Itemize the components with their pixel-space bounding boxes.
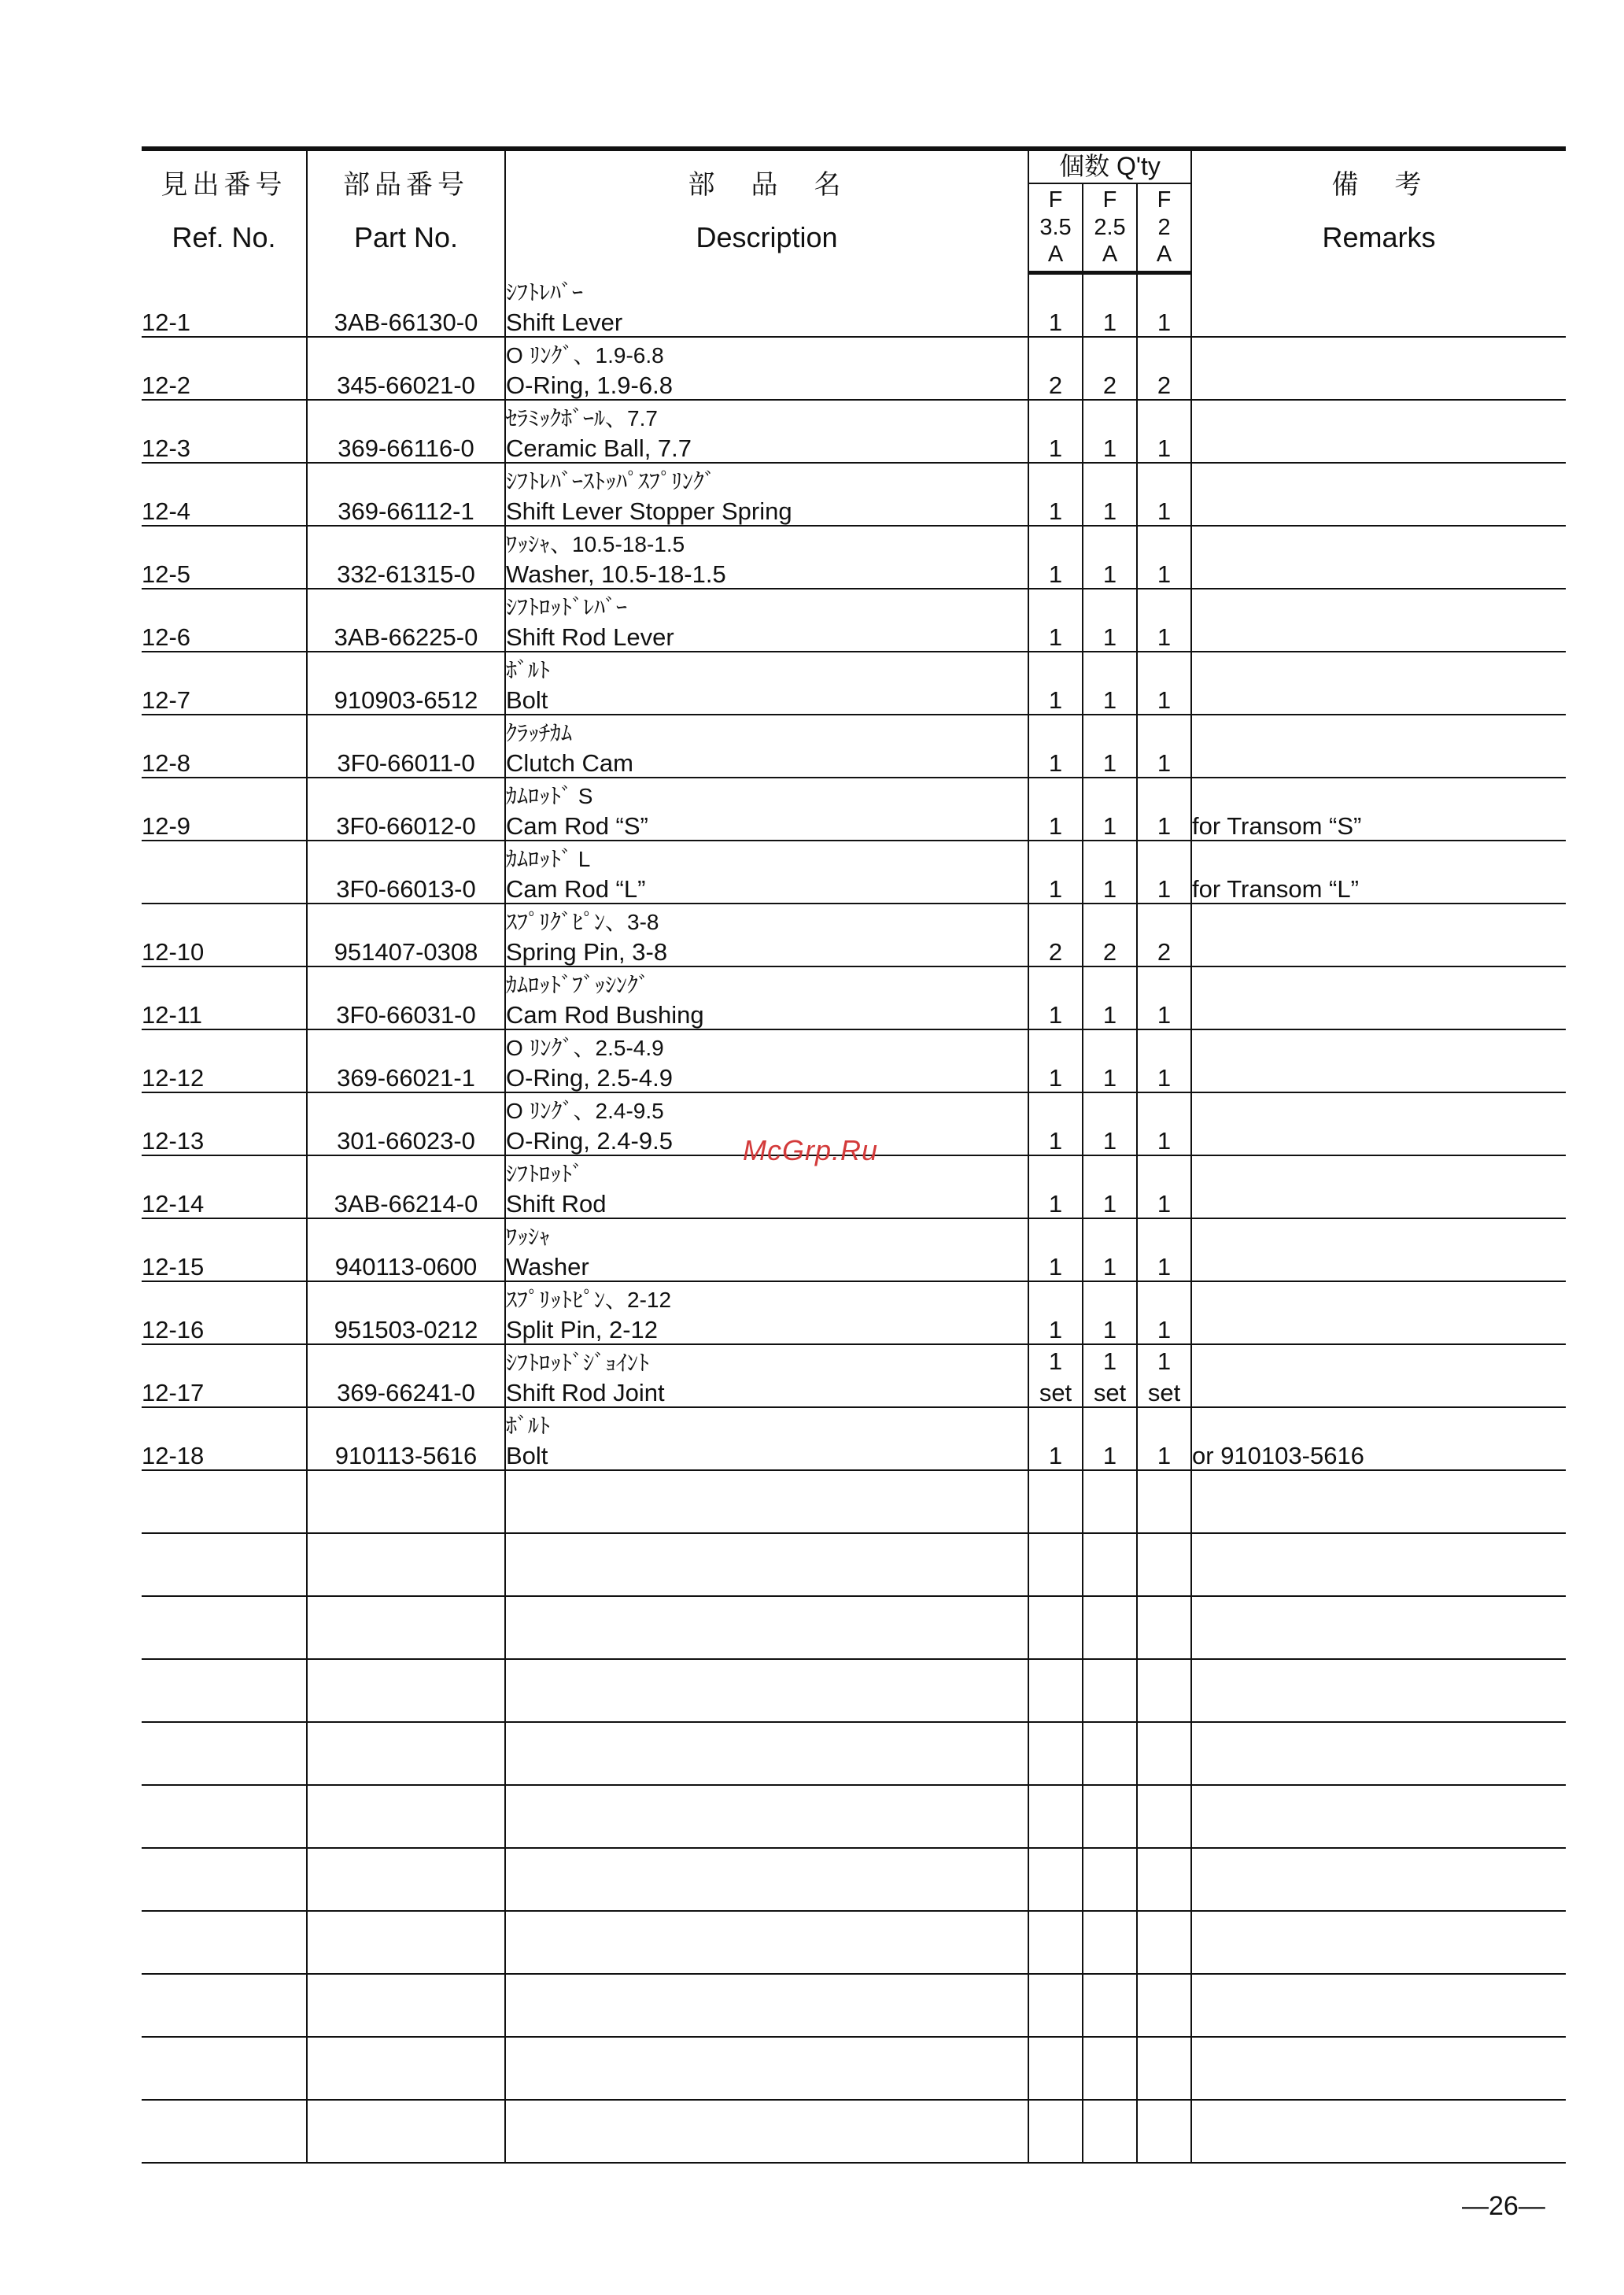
description-cell bbox=[505, 589, 1028, 652]
qty-cell: 1 bbox=[1083, 400, 1137, 463]
blank-cell bbox=[307, 1785, 505, 1848]
table-row bbox=[142, 526, 1566, 589]
blank-cell bbox=[1028, 1533, 1083, 1596]
description-en: Clutch Cam bbox=[506, 749, 633, 778]
blank-cell bbox=[1083, 1785, 1137, 1848]
description-jp: ﾎﾞﾙﾄ bbox=[506, 1414, 551, 1439]
blank-cell bbox=[1137, 2100, 1191, 2163]
ref-no-cell: 12-5 bbox=[142, 526, 307, 589]
description-cell bbox=[505, 1407, 1028, 1470]
ref-no-cell: 12-16 bbox=[142, 1281, 307, 1344]
remarks-cell bbox=[1191, 337, 1566, 400]
qty-cell: 1 bbox=[1137, 400, 1191, 463]
qty-cell: 1 bbox=[1137, 589, 1191, 652]
table-row bbox=[142, 1218, 1566, 1281]
blank-cell bbox=[1191, 1722, 1566, 1785]
qty-cell: 1 bbox=[1028, 1029, 1083, 1092]
description-en: Washer bbox=[506, 1253, 589, 1281]
qty-cell: 1 bbox=[1083, 778, 1137, 841]
remarks-cell bbox=[1191, 1155, 1566, 1218]
remarks-cell: for Transom “L” bbox=[1191, 841, 1566, 904]
description-en: Shift Rod Lever bbox=[506, 623, 674, 652]
blank-cell bbox=[1083, 1596, 1137, 1659]
page-number: ―26― bbox=[1462, 2191, 1545, 2221]
blank-cell bbox=[1191, 1533, 1566, 1596]
description-jp: ｼﾌﾄﾛｯﾄﾞｼﾞｮｲﾝﾄ bbox=[506, 1351, 650, 1376]
remarks-cell: or 910103-5616 bbox=[1191, 1407, 1566, 1470]
blank-cell bbox=[1191, 1974, 1566, 2037]
qty-cell: 1 bbox=[1028, 463, 1083, 526]
blank-cell bbox=[307, 2037, 505, 2100]
part-no-cell: 940113-0600 bbox=[307, 1218, 505, 1281]
blank-cell bbox=[1028, 1848, 1083, 1911]
blank-cell bbox=[1191, 1659, 1566, 1722]
blank-cell bbox=[1191, 1848, 1566, 1911]
qty-cell: 1 bbox=[1028, 589, 1083, 652]
description-cell bbox=[505, 715, 1028, 778]
description-jp: ﾜｯｼｬ bbox=[506, 1225, 551, 1250]
blank-cell bbox=[142, 1974, 307, 2037]
description-en: O-Ring, 1.9-6.8 bbox=[506, 371, 673, 400]
part-no-cell: 951407-0308 bbox=[307, 904, 505, 966]
blank-cell bbox=[1137, 1974, 1191, 2037]
description-jp: ｼﾌﾄﾛｯﾄﾞﾚﾊﾞｰ bbox=[506, 595, 628, 620]
ref-no-cell bbox=[142, 841, 307, 904]
description-jp: ｶﾑﾛｯﾄﾞ L bbox=[506, 847, 591, 872]
blank-cell bbox=[307, 1848, 505, 1911]
blank-cell bbox=[505, 1722, 1028, 1785]
ref-no-cell: 12-6 bbox=[142, 589, 307, 652]
blank-cell bbox=[505, 1848, 1028, 1911]
qty-cell: 1 bbox=[1028, 1407, 1083, 1470]
qty-cell: 1 bbox=[1137, 526, 1191, 589]
qty-cell: 1 bbox=[1083, 1155, 1137, 1218]
qty-cell: 1 bbox=[1028, 526, 1083, 589]
description-jp: ｼﾌﾄﾚﾊﾞｰ bbox=[506, 280, 584, 305]
blank-cell bbox=[1028, 1470, 1083, 1533]
ref-no-cell: 12-4 bbox=[142, 463, 307, 526]
description-cell bbox=[505, 337, 1028, 400]
blank-row bbox=[142, 2100, 1566, 2163]
qty-cell: 1 bbox=[1083, 715, 1137, 778]
blank-cell bbox=[1083, 1911, 1137, 1974]
table-row bbox=[142, 966, 1566, 1029]
qty-cell: 1 bbox=[1028, 400, 1083, 463]
table-row bbox=[142, 1029, 1566, 1092]
description-cell bbox=[505, 1281, 1028, 1344]
description-jp: ｾﾗﾐｯｸﾎﾞｰﾙ、7.7 bbox=[506, 406, 658, 431]
description-jp: ｶﾑﾛｯﾄﾞﾌﾞｯｼﾝｸﾞ bbox=[506, 973, 650, 998]
qty-cell: 2 bbox=[1083, 337, 1137, 400]
description-en: Cam Rod “L” bbox=[506, 875, 646, 904]
table-header bbox=[142, 149, 1566, 273]
qty-cell: 2 bbox=[1028, 904, 1083, 966]
part-no-cell: 910903-6512 bbox=[307, 652, 505, 715]
description-jp: ｸﾗｯﾁｶﾑ bbox=[506, 721, 573, 746]
ref-no-cell: 12-8 bbox=[142, 715, 307, 778]
remarks-header: 備 考 Remarks bbox=[1191, 149, 1566, 273]
description-jp: ﾜｯｼｬ、10.5-18-1.5 bbox=[506, 532, 685, 557]
blank-cell bbox=[1083, 2100, 1137, 2163]
blank-cell bbox=[1028, 2100, 1083, 2163]
ref-no-cell: 12-9 bbox=[142, 778, 307, 841]
blank-cell bbox=[1137, 1533, 1191, 1596]
blank-cell bbox=[1191, 1911, 1566, 1974]
qty-cell: 1 bbox=[1028, 715, 1083, 778]
blank-cell bbox=[1137, 1785, 1191, 1848]
ref-no-cell: 12-14 bbox=[142, 1155, 307, 1218]
qty-cell: 1 bbox=[1137, 1218, 1191, 1281]
ref-no-cell: 12-10 bbox=[142, 904, 307, 966]
description-en: Cam Rod “S” bbox=[506, 812, 648, 841]
blank-cell bbox=[142, 2100, 307, 2163]
part-no-cell: 301-66023-0 bbox=[307, 1092, 505, 1155]
description-en: O-Ring, 2.4-9.5 bbox=[506, 1127, 673, 1155]
blank-cell bbox=[1137, 1659, 1191, 1722]
qty-cell: 1 bbox=[1028, 1092, 1083, 1155]
qty-cell: 1 bbox=[1028, 1155, 1083, 1218]
table-row bbox=[142, 1407, 1566, 1470]
remarks-cell bbox=[1191, 1092, 1566, 1155]
blank-cell bbox=[142, 1785, 307, 1848]
part-no-cell: 369-66241-0 bbox=[307, 1344, 505, 1407]
qty-cell: 1 bbox=[1028, 778, 1083, 841]
remarks-cell: for Transom “S” bbox=[1191, 778, 1566, 841]
ref-no-cell: 12-3 bbox=[142, 400, 307, 463]
blank-cell bbox=[1137, 1911, 1191, 1974]
qty-cell: 1 bbox=[1028, 966, 1083, 1029]
blank-cell bbox=[307, 1911, 505, 1974]
qty-cell: 1 bbox=[1137, 463, 1191, 526]
qty-cell bbox=[1028, 1344, 1083, 1407]
qty-cell: 2 bbox=[1137, 904, 1191, 966]
description-en: O-Ring, 2.5-4.9 bbox=[506, 1064, 673, 1092]
description-cell bbox=[505, 966, 1028, 1029]
table-row bbox=[142, 904, 1566, 966]
remarks-cell bbox=[1191, 652, 1566, 715]
qty-cell: 1 bbox=[1137, 778, 1191, 841]
qty-cell: 1 bbox=[1083, 526, 1137, 589]
table-row bbox=[142, 337, 1566, 400]
blank-cell bbox=[307, 1974, 505, 2037]
blank-cell bbox=[1191, 1785, 1566, 1848]
qty-cell: 2 bbox=[1083, 904, 1137, 966]
qty-cell: 1 bbox=[1083, 1407, 1137, 1470]
remarks-cell bbox=[1191, 273, 1566, 338]
description-cell bbox=[505, 904, 1028, 966]
part-no-cell: 3AB-66130-0 bbox=[307, 273, 505, 338]
blank-cell bbox=[1083, 1722, 1137, 1785]
qty-cell: 1 bbox=[1137, 715, 1191, 778]
table-row bbox=[142, 589, 1566, 652]
qty-unit: set bbox=[1147, 1379, 1181, 1407]
blank-cell bbox=[142, 1470, 307, 1533]
qty-value: 1 bbox=[1102, 1347, 1117, 1375]
qty-cell: 1 bbox=[1137, 1092, 1191, 1155]
blank-row bbox=[142, 1659, 1566, 1722]
part-no-cell: 369-66021-1 bbox=[307, 1029, 505, 1092]
ref-no-cell: 12-7 bbox=[142, 652, 307, 715]
ref-no-cell: 12-11 bbox=[142, 966, 307, 1029]
blank-cell bbox=[307, 1596, 505, 1659]
table-row bbox=[142, 1344, 1566, 1407]
part-no-cell: 910113-5616 bbox=[307, 1407, 505, 1470]
description-cell bbox=[505, 1029, 1028, 1092]
blank-cell bbox=[307, 1470, 505, 1533]
remarks-cell bbox=[1191, 715, 1566, 778]
blank-cell bbox=[1028, 1596, 1083, 1659]
blank-cell bbox=[1083, 1533, 1137, 1596]
blank-cell bbox=[1083, 1659, 1137, 1722]
blank-cell bbox=[505, 1659, 1028, 1722]
table-row bbox=[142, 400, 1566, 463]
qty-cell: 2 bbox=[1028, 337, 1083, 400]
qty-value: 1 bbox=[1048, 1347, 1063, 1375]
qty-cell: 1 bbox=[1028, 273, 1083, 338]
blank-row bbox=[142, 1533, 1566, 1596]
blank-cell bbox=[1028, 2037, 1083, 2100]
description-en: Cam Rod Bushing bbox=[506, 1001, 704, 1029]
blank-cell bbox=[1191, 1470, 1566, 1533]
table-row bbox=[142, 1281, 1566, 1344]
description-en: Shift Rod Joint bbox=[506, 1379, 665, 1407]
description-jp: ｽﾌﾟﾘｯﾄﾋﾟﾝ、2-12 bbox=[506, 1288, 672, 1313]
table-row bbox=[142, 463, 1566, 526]
blank-row bbox=[142, 1848, 1566, 1911]
description-cell bbox=[505, 1344, 1028, 1407]
blank-cell bbox=[142, 2037, 307, 2100]
qty-col-f2a: F 2 A bbox=[1137, 183, 1191, 273]
remarks-cell bbox=[1191, 966, 1566, 1029]
blank-cell bbox=[1137, 2037, 1191, 2100]
remarks-cell bbox=[1191, 526, 1566, 589]
qty-cell: 1 bbox=[1083, 1218, 1137, 1281]
description-en: Shift Rod bbox=[506, 1190, 607, 1218]
blank-cell bbox=[142, 1659, 307, 1722]
qty-cell bbox=[1083, 1344, 1137, 1407]
ref-no-header: 見出番号 Ref. No. bbox=[142, 149, 307, 273]
table-body bbox=[142, 273, 1566, 2164]
blank-cell bbox=[142, 1911, 307, 1974]
qty-cell: 1 bbox=[1083, 841, 1137, 904]
qty-col-f35a: F 3.5 A bbox=[1028, 183, 1083, 273]
blank-cell bbox=[1028, 1911, 1083, 1974]
qty-header: 個数 Q'ty bbox=[1028, 149, 1191, 183]
part-no-cell: 345-66021-0 bbox=[307, 337, 505, 400]
qty-cell: 1 bbox=[1137, 1281, 1191, 1344]
part-no-cell: 3F0-66031-0 bbox=[307, 966, 505, 1029]
blank-row bbox=[142, 1911, 1566, 1974]
table-row bbox=[142, 273, 1566, 338]
ref-no-cell: 12-17 bbox=[142, 1344, 307, 1407]
description-en: Bolt bbox=[506, 1442, 548, 1470]
ref-no-cell: 12-1 bbox=[142, 273, 307, 338]
blank-cell bbox=[505, 1911, 1028, 1974]
qty-cell: 1 bbox=[1137, 1407, 1191, 1470]
blank-row bbox=[142, 1722, 1566, 1785]
blank-cell bbox=[1028, 1785, 1083, 1848]
description-cell bbox=[505, 273, 1028, 338]
part-no-cell: 332-61315-0 bbox=[307, 526, 505, 589]
blank-cell bbox=[1137, 1470, 1191, 1533]
description-header: 部 品 名 Description bbox=[505, 149, 1028, 273]
ref-no-cell: 12-15 bbox=[142, 1218, 307, 1281]
description-cell bbox=[505, 400, 1028, 463]
part-no-cell: 3AB-66214-0 bbox=[307, 1155, 505, 1218]
blank-cell bbox=[1028, 1722, 1083, 1785]
qty-cell: 1 bbox=[1083, 1029, 1137, 1092]
table-row bbox=[142, 652, 1566, 715]
remarks-cell bbox=[1191, 904, 1566, 966]
description-jp: O ﾘﾝｸﾞ、2.4-9.5 bbox=[506, 1099, 664, 1124]
remarks-cell bbox=[1191, 1029, 1566, 1092]
blank-cell bbox=[307, 2100, 505, 2163]
description-jp: O ﾘﾝｸﾞ、1.9-6.8 bbox=[506, 343, 664, 368]
qty-cell: 1 bbox=[1137, 1155, 1191, 1218]
qty-cell: 2 bbox=[1137, 337, 1191, 400]
ref-no-cell: 12-18 bbox=[142, 1407, 307, 1470]
qty-cell: 1 bbox=[1137, 273, 1191, 338]
qty-unit: set bbox=[1093, 1379, 1127, 1407]
description-cell bbox=[505, 841, 1028, 904]
ref-no-cell: 12-12 bbox=[142, 1029, 307, 1092]
part-no-cell: 3F0-66012-0 bbox=[307, 778, 505, 841]
part-no-header: 部品番号 Part No. bbox=[307, 149, 505, 273]
table-row bbox=[142, 841, 1566, 904]
description-en: Split Pin, 2-12 bbox=[506, 1316, 658, 1344]
description-jp: ﾎﾞﾙﾄ bbox=[506, 658, 551, 683]
description-en: Bolt bbox=[506, 686, 548, 715]
blank-cell bbox=[1137, 1722, 1191, 1785]
blank-cell bbox=[142, 1722, 307, 1785]
description-jp: ｼﾌﾄﾚﾊﾞｰｽﾄｯﾊﾟｽﾌﾟﾘﾝｸﾞ bbox=[506, 469, 716, 494]
description-jp: ｼﾌﾄﾛｯﾄﾞ bbox=[506, 1162, 584, 1187]
qty-unit: set bbox=[1039, 1379, 1072, 1407]
remarks-cell bbox=[1191, 1344, 1566, 1407]
qty-cell: 1 bbox=[1028, 1218, 1083, 1281]
description-cell bbox=[505, 463, 1028, 526]
qty-cell: 1 bbox=[1083, 966, 1137, 1029]
blank-cell bbox=[1083, 1974, 1137, 2037]
blank-cell bbox=[307, 1722, 505, 1785]
blank-cell bbox=[142, 1596, 307, 1659]
qty-cell bbox=[1137, 1344, 1191, 1407]
description-en: Washer, 10.5-18-1.5 bbox=[506, 560, 726, 589]
description-cell bbox=[505, 526, 1028, 589]
description-cell bbox=[505, 778, 1028, 841]
remarks-cell bbox=[1191, 1218, 1566, 1281]
part-no-cell: 3F0-66011-0 bbox=[307, 715, 505, 778]
qty-col-f25a: F 2.5 A bbox=[1083, 183, 1137, 273]
description-jp: ｶﾑﾛｯﾄﾞ S bbox=[506, 784, 593, 809]
qty-cell: 1 bbox=[1083, 652, 1137, 715]
blank-cell bbox=[142, 1533, 307, 1596]
blank-cell bbox=[1083, 2037, 1137, 2100]
blank-cell bbox=[1028, 1974, 1083, 2037]
description-en: Spring Pin, 3-8 bbox=[506, 938, 668, 966]
blank-row bbox=[142, 1974, 1566, 2037]
description-jp: ｽﾌﾟﾘｸﾞﾋﾟﾝ、3-8 bbox=[506, 910, 659, 935]
description-en: Ceramic Ball, 7.7 bbox=[506, 434, 692, 463]
blank-cell bbox=[1137, 1848, 1191, 1911]
qty-cell: 1 bbox=[1137, 652, 1191, 715]
qty-cell: 1 bbox=[1083, 463, 1137, 526]
qty-cell: 1 bbox=[1083, 273, 1137, 338]
description-en: Shift Lever bbox=[506, 309, 623, 337]
blank-cell bbox=[1191, 2037, 1566, 2100]
blank-cell bbox=[1083, 1470, 1137, 1533]
qty-cell: 1 bbox=[1083, 1092, 1137, 1155]
remarks-cell bbox=[1191, 589, 1566, 652]
qty-value: 1 bbox=[1157, 1347, 1172, 1375]
blank-cell bbox=[307, 1533, 505, 1596]
part-no-cell: 369-66112-1 bbox=[307, 463, 505, 526]
blank-cell bbox=[1191, 2100, 1566, 2163]
blank-cell bbox=[505, 1470, 1028, 1533]
qty-cell: 1 bbox=[1083, 589, 1137, 652]
ref-no-cell: 12-13 bbox=[142, 1092, 307, 1155]
ref-no-cell: 12-2 bbox=[142, 337, 307, 400]
qty-cell: 1 bbox=[1083, 1281, 1137, 1344]
blank-cell bbox=[505, 1533, 1028, 1596]
qty-cell: 1 bbox=[1028, 841, 1083, 904]
blank-cell bbox=[505, 1785, 1028, 1848]
blank-cell bbox=[1083, 1848, 1137, 1911]
remarks-cell bbox=[1191, 1281, 1566, 1344]
blank-row bbox=[142, 1596, 1566, 1659]
blank-cell bbox=[505, 1596, 1028, 1659]
remarks-cell bbox=[1191, 463, 1566, 526]
blank-row bbox=[142, 1470, 1566, 1533]
qty-cell: 1 bbox=[1137, 841, 1191, 904]
qty-cell: 1 bbox=[1028, 1281, 1083, 1344]
qty-cell: 1 bbox=[1028, 652, 1083, 715]
blank-cell bbox=[142, 1848, 307, 1911]
part-no-cell: 951503-0212 bbox=[307, 1281, 505, 1344]
blank-row bbox=[142, 2037, 1566, 2100]
qty-cell: 1 bbox=[1137, 1029, 1191, 1092]
description-cell bbox=[505, 1218, 1028, 1281]
part-no-cell: 3AB-66225-0 bbox=[307, 589, 505, 652]
description-cell bbox=[505, 652, 1028, 715]
part-no-cell: 3F0-66013-0 bbox=[307, 841, 505, 904]
blank-cell bbox=[505, 1974, 1028, 2037]
blank-cell bbox=[307, 1659, 505, 1722]
blank-cell bbox=[1028, 1659, 1083, 1722]
blank-cell bbox=[505, 2037, 1028, 2100]
watermark: McGrp.Ru bbox=[743, 1134, 879, 1166]
part-no-cell: 369-66116-0 bbox=[307, 400, 505, 463]
blank-row bbox=[142, 1785, 1566, 1848]
blank-cell bbox=[505, 2100, 1028, 2163]
blank-cell bbox=[1191, 1596, 1566, 1659]
table-row bbox=[142, 778, 1566, 841]
table-row bbox=[142, 715, 1566, 778]
description-jp: O ﾘﾝｸﾞ、2.5-4.9 bbox=[506, 1036, 664, 1061]
blank-cell bbox=[1137, 1596, 1191, 1659]
description-en: Shift Lever Stopper Spring bbox=[506, 497, 792, 526]
qty-cell: 1 bbox=[1137, 966, 1191, 1029]
remarks-cell bbox=[1191, 400, 1566, 463]
